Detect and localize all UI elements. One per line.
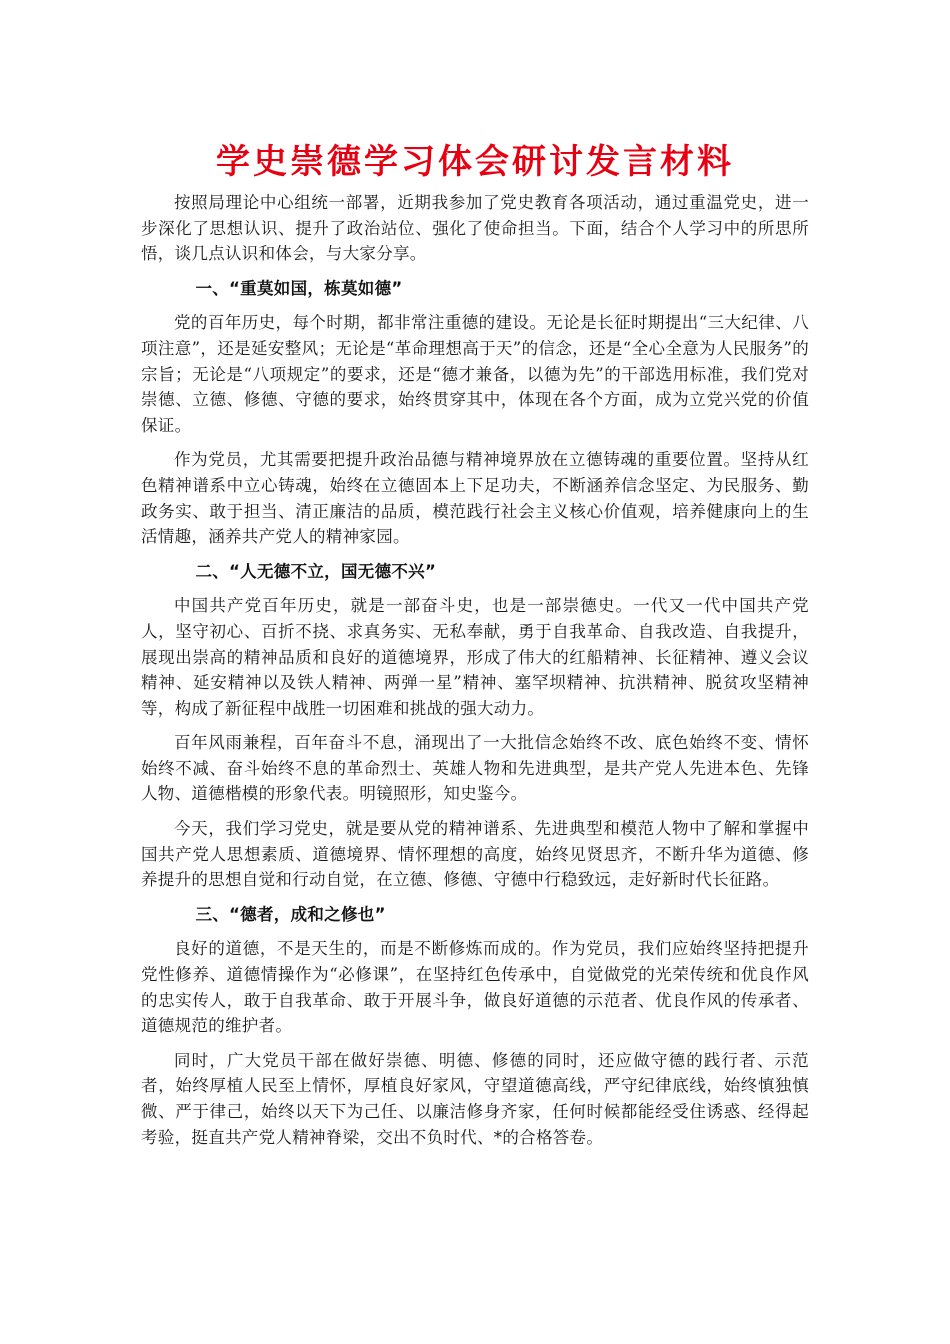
document-title: 学史崇德学习体会研讨发言材料 — [216, 142, 734, 182]
section-heading-3: 三、“德者，成和之修也” — [195, 904, 386, 924]
document-body — [141, 190, 809, 1159]
section-heading-1: 一、“重莫如国，栋莫如德” — [195, 278, 403, 298]
section-2-paragraph-2: 百年风雨兼程，百年奋斗不息，涌现出了一大批信念始终不改、底色始终不变、情怀始终不减、奋斗始终不息的革命烈士、英雄人物和先进典型，是共产党人先进本色、先锋人物、道德楷模的形象代表。明镜照形，知史鉴今。 — [141, 733, 809, 804]
section-heading-2: 二、“人无德不立，国无德不兴” — [195, 561, 437, 581]
intro-paragraph: 按照局理论中心组统一部署，近期我参加了党史教育各项活动，通过重温党史，进一步深化了思想认识、提升了政治站位、强化了使命担当。下面，结合个人学习中的所思所悟，谈几点认识和体会，与大家分享。 — [141, 193, 809, 264]
section-2-paragraph-1: 中国共产党百年历史，就是一部奋斗史，也是一部崇德史。一代又一代中国共产党人，坚守初心、百折不挠、求真务实、无私奉献，勇于自我革命、自我改造、自我提升，展现出崇高的精神品质和良好的道德境界，形成了伟大的红船精神、长征精神、遵义会议精神、延安精神以及铁人精神、两弹一星”精神、塞罕坝精神、抗洪精神、脱贫攻坚精神等，构成了新征程中战胜一切困难和挑战的强大动力。 — [141, 596, 809, 718]
section-2-paragraph-3: 今天，我们学习党史，就是要从党的精神谱系、先进典型和模范人物中了解和掌握中国共产党人思想素质、道德境界、情怀理想的高度，始终见贤思齐，不断升华为道德、修养提升的思想自觉和行动自觉，在立德、修德、守德中行稳致远，走好新时代长征路。 — [141, 819, 809, 890]
section-1-paragraph-1: 党的百年历史，每个时期，都非常注重德的建设。无论是长征时期提出“三大纪律、八项注意”，还是延安整风；无论是“革命理想高于天”的信念，还是“全心全意为人民服务”的宗旨；无论是“八项规定”的要求，还是“德才兼备，以德为先”的干部选用标准，我们党对崇德、立德、修德、守德的要求，始终贯穿其中，体现在各个方面，成为立党兴党的价值保证。 — [141, 313, 809, 435]
section-3-paragraph-2: 同时，广大党员干部在做好崇德、明德、修德的同时，还应做守德的践行者、示范者，始终厚植人民至上情怀，厚植良好家风，守望道德高线，严守纪律底线，始终慎独慎微、严于律己，始终以天下为己任、以廉洁修身齐家，任何时候都能经受住诱惑、经得起考验，挺直共产党人精神脊梁，交出不负时代、*的合格答卷。 — [141, 1050, 809, 1147]
section-1-paragraph-2: 作为党员，尤其需要把提升政治品德与精神境界放在立德铸魂的重要位置。坚持从红色精神谱系中立心铸魂，始终在立德固本上下足功夫，不断涵养信念坚定、为民服务、勤政务实、敢于担当、清正廉洁的品质，模范践行社会主义核心价值观，培养健康向上的生活情趣，涵养共产党人的精神家园。 — [141, 450, 809, 547]
section-3-paragraph-1: 良好的道德，不是天生的，而是不断修炼而成的。作为党员，我们应始终坚持把提升党性修养、道德情操作为“必修课”，在坚持红色传承中，自觉做党的光荣传统和优良作风的忠实传人，敢于自我革命、敢于开展斗争，做良好道德的示范者、优良作风的传承者、道德规范的维护者。 — [141, 939, 809, 1036]
